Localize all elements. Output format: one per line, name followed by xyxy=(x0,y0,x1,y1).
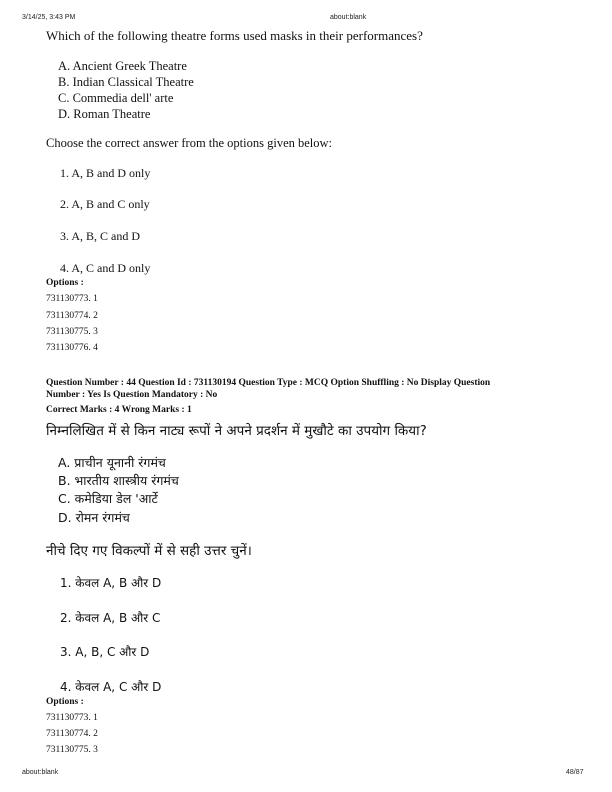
statement-d-hindi: D. रोमन रंगमंच xyxy=(58,510,130,525)
question-text-english: Which of the following theatre forms used masks in their performances? xyxy=(46,28,423,43)
question-meta-marks: Correct Marks : 4 Wrong Marks : 1 xyxy=(46,405,192,415)
choice-3: 3. A, B, C and D xyxy=(60,229,141,243)
question-text-hindi: निम्नलिखित में से किन नाट्य रूपों ने अपने प्रदर्शन में मुखौटे का उपयोग किया? xyxy=(46,423,427,439)
option-code: 731130773. 1 xyxy=(46,713,98,723)
statement-a: A. Ancient Greek Theatre xyxy=(58,59,187,73)
page-number: 48/87 xyxy=(566,769,584,776)
choice-2-hindi: 2. केवल A, B और C xyxy=(60,611,161,625)
statement-a-hindi: A. प्राचीन यूनानी रंगमंच xyxy=(58,455,166,470)
option-code: 731130775. 3 xyxy=(46,745,98,755)
choice-1-hindi: 1. केवल A, B और D xyxy=(60,576,162,590)
choice-4-hindi: 4. केवल A, C और D xyxy=(60,680,162,694)
choice-2: 2. A, B and C only xyxy=(60,197,150,211)
question-meta-line2: Number : Yes Is Question Mandatory : No xyxy=(46,390,218,400)
options-label-hindi: Options : xyxy=(46,697,84,707)
statement-b: B. Indian Classical Theatre xyxy=(58,75,194,89)
option-code: 731130774. 2 xyxy=(46,311,98,321)
option-code: 731130775. 3 xyxy=(46,327,98,337)
instruction-english: Choose the correct answer from the options given below: xyxy=(46,136,333,150)
option-code: 731130774. 2 xyxy=(46,729,98,739)
statement-c-hindi: C. कमेडिया डेल 'आर्टे xyxy=(58,491,158,506)
instruction-hindi: नीचे दिए गए विकल्पों में से सही उत्तर चुनें। xyxy=(46,543,252,559)
statement-b-hindi: B. भारतीय शास्त्रीय रंगमंच xyxy=(58,473,179,488)
option-code: 731130773. 1 xyxy=(46,294,98,304)
print-datetime: 3/14/25, 3:43 PM xyxy=(22,14,76,21)
options-label: Options : xyxy=(46,278,84,288)
choice-4: 4. A, C and D only xyxy=(60,261,151,275)
question-meta-line1: Question Number : 44 Question Id : 731130194 Question Type : MCQ Option Shuffling : No Display Question xyxy=(46,378,491,388)
choice-3-hindi: 3. A, B, C और D xyxy=(60,645,150,659)
choice-1: 1. A, B and D only xyxy=(60,166,151,180)
statement-d: D. Roman Theatre xyxy=(58,107,151,121)
option-code: 731130776. 4 xyxy=(46,343,98,353)
footer-url: about:blank xyxy=(22,769,59,776)
page-title: about:blank xyxy=(330,14,367,21)
statement-c: C. Commedia dell' arte xyxy=(58,91,174,105)
